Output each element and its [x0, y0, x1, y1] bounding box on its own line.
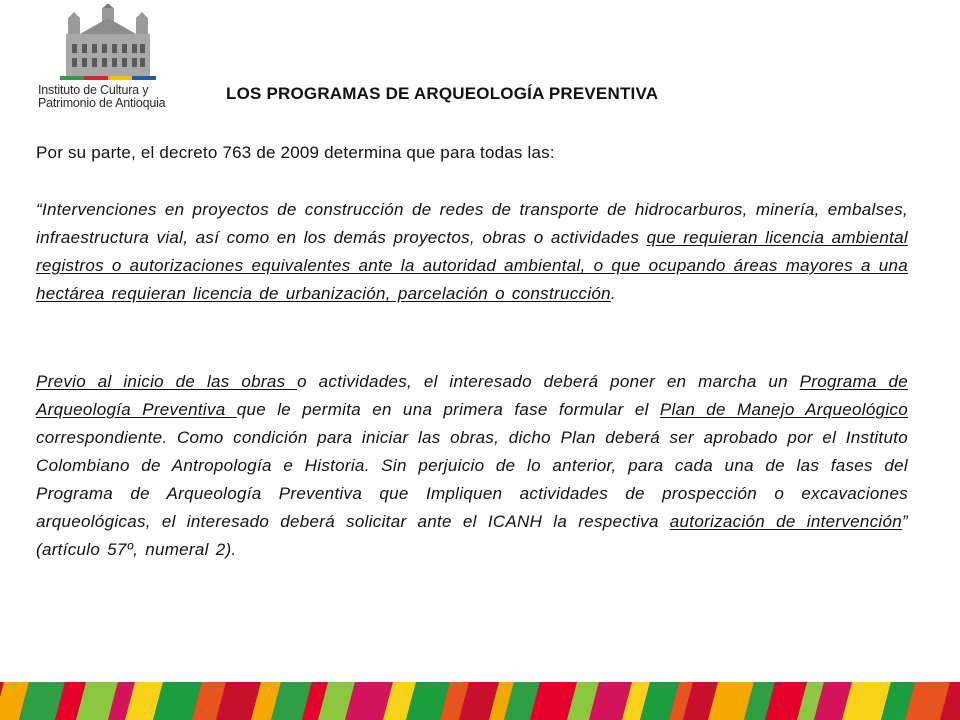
quote2-text-d: ” (artículo 57º, numeral 2).: [36, 512, 908, 559]
building-logo-icon: [60, 4, 156, 84]
quote-paragraph-2: [36, 368, 908, 564]
logo-line-2: Patrimonio de Antioquia: [38, 96, 166, 110]
logo-text: [38, 84, 178, 110]
quote2-underlined-2: Programa de Arqueología Preventiva: [36, 372, 908, 419]
quote2-text-b: que le permita en una primera fase formular el: [236, 400, 660, 419]
quote2-underlined-1: Previo al inicio de las obras: [36, 372, 298, 391]
logo-line-1: Instituto de Cultura y: [38, 83, 149, 97]
quote1-text-a: “Intervenciones en proyectos de construcción de redes de transporte de hidrocarburos, minería, embalses, infraestructura vial, así como en los demás proyectos, obras o actividades: [36, 200, 908, 247]
page-title: LOS PROGRAMAS DE ARQUEOLOGÍA PREVENTIVA: [226, 84, 659, 103]
intro-paragraph: Por su parte, el decreto 763 de 2009 determina que para todas las:: [36, 143, 555, 162]
institute-logo: [38, 4, 174, 112]
quote2-text-a: o actividades, el interesado deberá poner en marcha un: [297, 372, 800, 391]
quote-paragraph-1: [36, 196, 908, 308]
quote2-underlined-3: Plan de Manejo Arqueológico: [659, 400, 908, 419]
quote2-underlined-4: autorización de intervención: [669, 512, 903, 531]
quote2-text-c: correspondiente. Como condición para iniciar las obras, dicho Plan deberá ser aprobado por el Instituto Colombiano de Antropología e Historia. Sin perjuicio de lo anterior, para cada una de las fases del Programa de Arqueología Preventiva que Impliquen actividades de prospección o excavaciones arqueológicas, el interesado deberá solicitar ante el ICANH la respectiva: [36, 428, 908, 531]
quote1-text-b: .: [610, 284, 616, 303]
quote1-underlined-1: que requieran licencia ambiental registros o autorizaciones equivalentes ante la autoridad ambiental, o que ocupando áreas mayores a una hectárea requieran licencia de urbanización, parcelación o construcción: [36, 228, 908, 303]
footer-color-stripes: [0, 682, 960, 720]
